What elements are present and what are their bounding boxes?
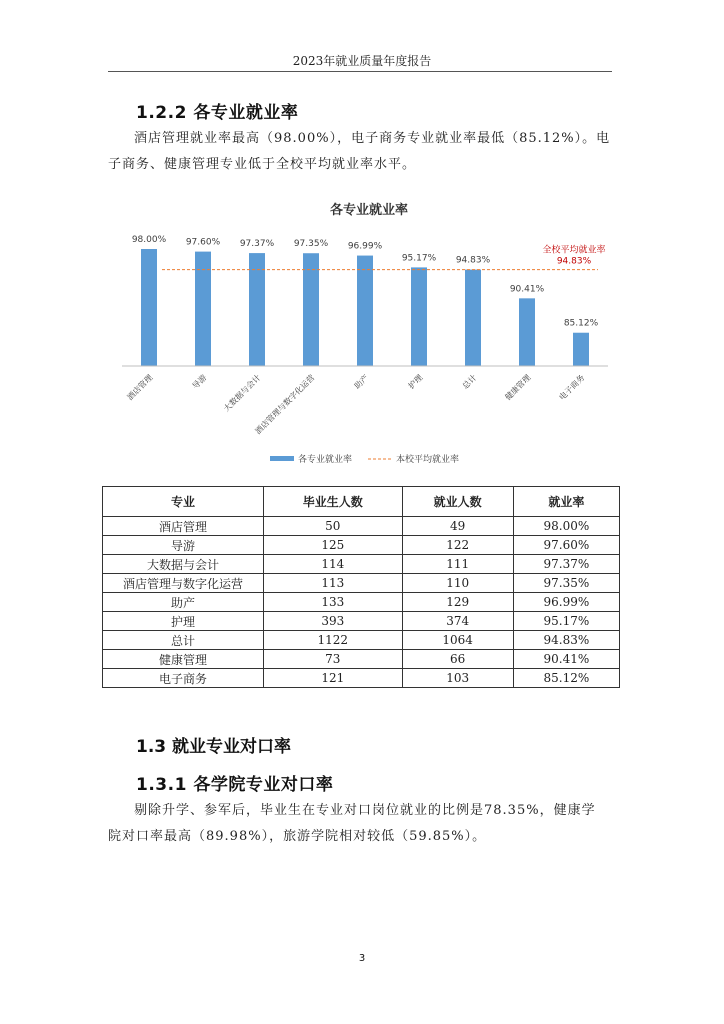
x-tick-label: 助产 xyxy=(352,373,371,391)
cell: 1122 xyxy=(264,631,403,650)
cell: 49 xyxy=(402,517,513,536)
cell: 113 xyxy=(264,574,403,593)
data-label: 97.37% xyxy=(239,239,275,250)
section-heading-1-2-2: 1.2.2 各专业就业率 xyxy=(136,103,299,123)
cell: 助产 xyxy=(103,593,264,612)
data-label: 90.41% xyxy=(509,284,545,295)
x-tick-label: 护理 xyxy=(406,373,425,391)
section-1-3-1-paragraph xyxy=(108,798,618,850)
cell: 94.83% xyxy=(513,631,619,650)
data-label: 98.00% xyxy=(131,235,167,245)
cell: 85.12% xyxy=(513,669,619,688)
table-row xyxy=(103,669,620,688)
legend-bar-label: 各专业就业率 xyxy=(298,455,353,465)
table-row xyxy=(103,574,620,593)
x-tick-label: 酒店管理 xyxy=(125,373,155,403)
table-row xyxy=(103,517,620,536)
cell: 护理 xyxy=(103,612,264,631)
data-label: 97.35% xyxy=(293,239,329,250)
cell: 96.99% xyxy=(513,593,619,612)
table-row xyxy=(103,593,620,612)
cell: 97.60% xyxy=(513,536,619,555)
page-number: 3 xyxy=(358,953,366,964)
cell: 98.00% xyxy=(513,517,619,536)
data-label: 97.60% xyxy=(185,237,221,248)
table-row xyxy=(103,555,620,574)
bar-5 xyxy=(357,256,373,366)
section-heading-1-3-1: 1.3.1 各学院专业对口率 xyxy=(136,775,334,795)
x-tick-label: 大数据与会计 xyxy=(222,373,263,414)
cell: 50 xyxy=(264,517,403,536)
cell: 125 xyxy=(264,536,403,555)
x-tick-label: 健康管理 xyxy=(503,373,533,403)
bar-8 xyxy=(519,298,535,366)
cell: 电子商务 xyxy=(103,669,264,688)
bar-1 xyxy=(141,249,157,366)
bar-4 xyxy=(303,253,319,366)
table-row xyxy=(103,650,620,669)
x-tick-label: 导游 xyxy=(190,373,209,391)
employment-rate-chart xyxy=(108,192,618,477)
legend-line-label: 本校平均就业率 xyxy=(396,455,460,465)
cell: 66 xyxy=(402,650,513,669)
col-header-major: 专业 xyxy=(103,487,264,517)
paragraph-line: 子商务、健康管理专业低于全校平均就业率水平。 xyxy=(108,157,417,172)
x-tick-label: 酒店管理与数字化运营 xyxy=(253,373,317,436)
cell: 133 xyxy=(264,593,403,612)
paragraph-line: 剔除升学、参军后，毕业生在专业对口岗位就业的比例是78.35%，健康学 xyxy=(134,803,596,818)
cell: 103 xyxy=(402,669,513,688)
cell: 97.35% xyxy=(513,574,619,593)
table-row xyxy=(103,536,620,555)
data-label: 96.99% xyxy=(347,241,383,252)
employment-table xyxy=(102,486,620,688)
cell: 393 xyxy=(264,612,403,631)
cell: 73 xyxy=(264,650,403,669)
cell: 110 xyxy=(402,574,513,593)
cell: 导游 xyxy=(103,536,264,555)
chart-title: 各专业就业率 xyxy=(329,203,409,218)
x-tick-label: 电子商务 xyxy=(557,373,587,403)
cell: 129 xyxy=(402,593,513,612)
cell: 122 xyxy=(402,536,513,555)
paragraph-line: 酒店管理就业率最高（98.00%），电子商务专业就业率最低（85.12%）。电 xyxy=(134,131,611,146)
section-heading-1-3: 1.3 就业专业对口率 xyxy=(136,737,292,757)
cell: 90.41% xyxy=(513,650,619,669)
cell: 374 xyxy=(402,612,513,631)
cell: 大数据与会计 xyxy=(103,555,264,574)
col-header-rate: 就业率 xyxy=(513,487,619,517)
data-label: 95.17% xyxy=(401,253,437,264)
bar-9 xyxy=(573,333,589,366)
data-label: 85.12% xyxy=(563,318,599,329)
bar-7 xyxy=(465,270,481,366)
cell: 总计 xyxy=(103,631,264,650)
header-divider xyxy=(108,71,612,72)
col-header-graduates: 毕业生人数 xyxy=(264,487,403,517)
cell: 酒店管理 xyxy=(103,517,264,536)
cell: 酒店管理与数字化运营 xyxy=(103,574,264,593)
paragraph-line: 院对口率最高（89.98%），旅游学院相对较低（59.85%）。 xyxy=(108,829,487,844)
x-tick-label: 总计 xyxy=(460,373,479,391)
table-row xyxy=(103,612,620,631)
cell: 1064 xyxy=(402,631,513,650)
col-header-employed: 就业人数 xyxy=(402,487,513,517)
cell: 健康管理 xyxy=(103,650,264,669)
table-row xyxy=(103,631,620,650)
legend-bar-swatch xyxy=(270,456,294,461)
cell: 114 xyxy=(264,555,403,574)
reference-line-label: 全校平均就业率 xyxy=(542,245,606,256)
cell: 95.17% xyxy=(513,612,619,631)
cell: 121 xyxy=(264,669,403,688)
cell: 111 xyxy=(402,555,513,574)
reference-line-value: 94.83% xyxy=(556,256,592,267)
data-label: 94.83% xyxy=(455,255,491,266)
table-header-row xyxy=(103,487,620,517)
cell: 97.37% xyxy=(513,555,619,574)
bar-6 xyxy=(411,267,427,366)
page-header: 2023年就业质量年度报告 xyxy=(292,54,432,68)
section-1-2-2-paragraph xyxy=(108,126,618,178)
bar-2 xyxy=(195,252,211,366)
